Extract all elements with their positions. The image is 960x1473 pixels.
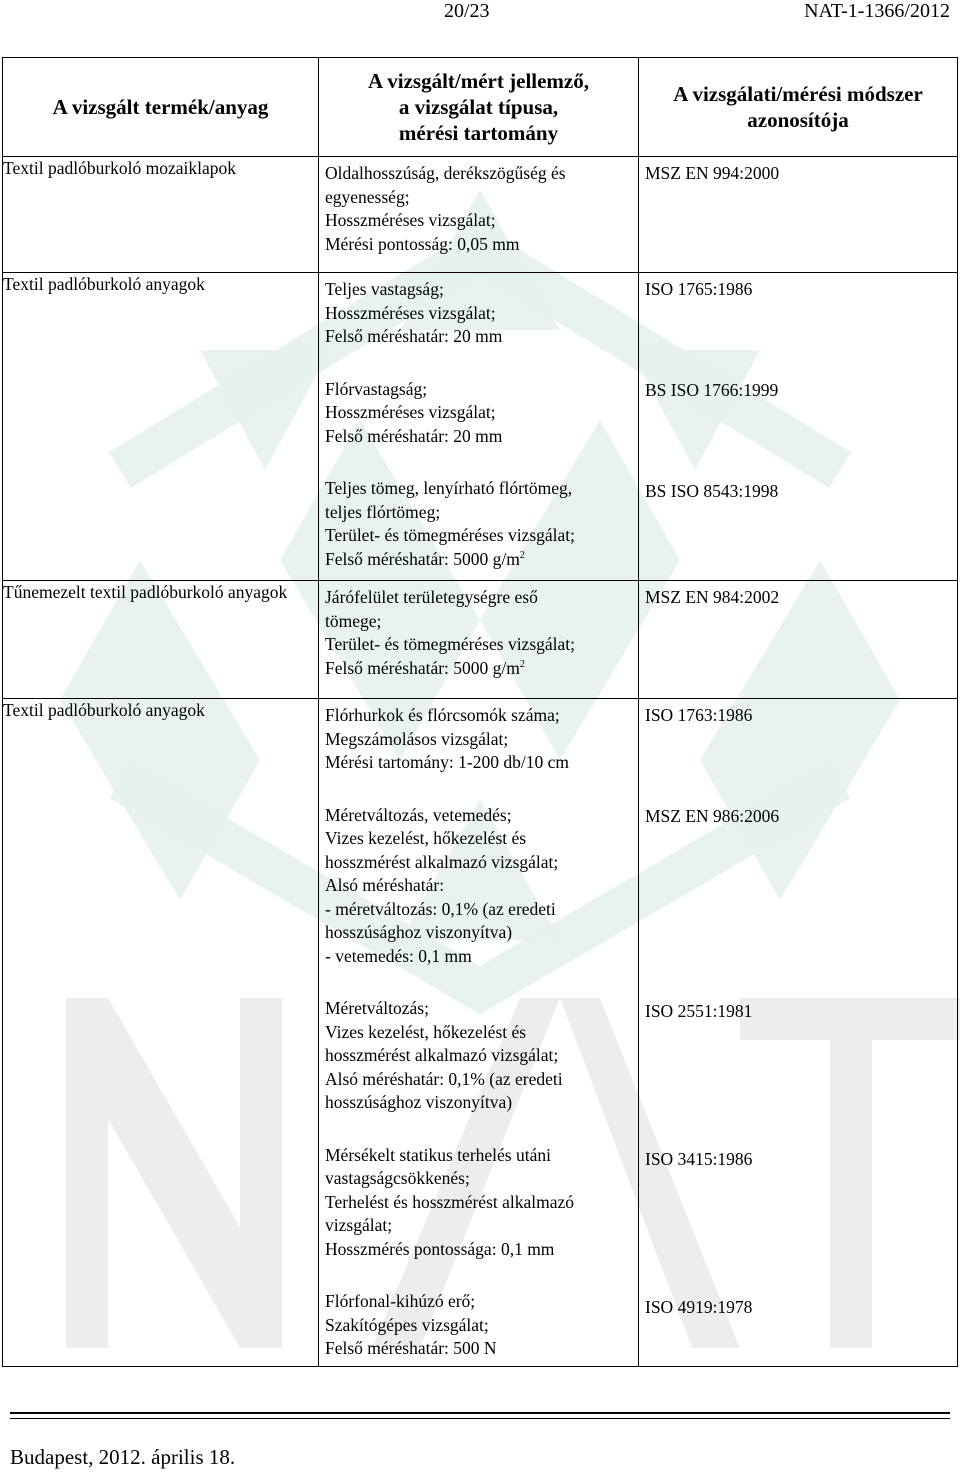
property-cell — [319, 157, 639, 273]
superscript: 2 — [519, 549, 525, 561]
method-cell — [639, 157, 958, 273]
method-code: ISO 4919:1978 — [645, 1297, 753, 1317]
product-cell: Textil padlóburkoló anyagok — [3, 273, 319, 581]
page-number: 20/23 — [444, 0, 490, 22]
test-item: Méretváltozás; Vizes kezelést, hőkezelést és hosszmérést alkalmazó vizsgálat; Alsó méréshatár: 0,1% (az eredeti hosszúsághoz viszonyítva) — [325, 998, 563, 1112]
method-code: ISO 2551:1981 — [645, 1001, 753, 1021]
method-cell — [639, 699, 958, 1367]
column-header-method: A vizsgálati/mérési módszer azonosítója — [639, 58, 958, 157]
column-header-product: A vizsgált termék/anyag — [3, 58, 319, 157]
table-row — [3, 581, 958, 699]
footer-rule-thick — [10, 1412, 950, 1414]
document-id: NAT-1-1366/2012 — [804, 0, 950, 22]
method-code: MSZ EN 994:2000 — [645, 163, 780, 183]
product-cell: Textil padlóburkoló mozaiklapok — [3, 157, 319, 273]
footer-rule-thin — [10, 1418, 950, 1419]
test-item: Teljes vastagság; Hosszméréses vizsgálat; Felső méréshatár: 20 mm — [325, 279, 503, 346]
method-cell — [639, 581, 958, 699]
method-code: BS ISO 8543:1998 — [645, 481, 779, 501]
product-cell: Textil padlóburkoló anyagok — [3, 699, 319, 1367]
test-item: Flórfonal-kihúzó erő; Szakítógépes vizsgálat; Felső méréshatár: 500 N — [325, 1291, 497, 1358]
table-row — [3, 273, 958, 581]
method-code: MSZ EN 984:2002 — [645, 587, 780, 607]
test-item: Oldalhosszúság, derékszögűség és egyenesség; Hosszméréses vizsgálat; Mérési pontosság: 0,05 mm — [325, 163, 566, 254]
column-header-property: A vizsgált/mért jellemző, a vizsgálat típusa, mérési tartomány — [319, 58, 639, 157]
superscript: 2 — [519, 658, 525, 670]
method-cell — [639, 273, 958, 581]
test-item: Flórhurkok és flórcsomók száma; Megszámolásos vizsgálat; Mérési tartomány: 1-200 db/10 cm — [325, 705, 569, 772]
accreditation-table — [2, 57, 958, 1367]
footer-place-date: Budapest, 2012. április 18. — [10, 1445, 236, 1469]
table-row — [3, 699, 958, 1367]
table-header-row — [3, 58, 958, 157]
test-item: Méretváltozás, vetemedés; Vizes kezelést, hőkezelést és hosszmérést alkalmazó vizsgálat; Alsó méréshatár: - méretváltozás: 0,1% (az eredeti hosszúsághoz viszonyítva) - vetemedés: 0,1 mm — [325, 804, 559, 966]
property-cell — [319, 699, 639, 1367]
test-item: Flórvastagság; Hosszméréses vizsgálat; Felső méréshatár: 20 mm — [325, 378, 503, 446]
product-cell: Tűnemezelt textil padlóburkoló anyagok — [3, 581, 319, 699]
property-cell — [319, 581, 639, 699]
test-item: Járófelület területegységre eső tömege; Terület- és tömegméréses vizsgálat; Felső méréshatár: 5000 $g/m^2$ — [325, 587, 575, 678]
test-item: Teljes tömeg, lenyírható flórtömeg, teljes flórtömeg; Terület- és tömegméréses vizsgálat; Felső méréshatár: 5000 $g/m^2$ — [325, 478, 575, 569]
method-code: MSZ EN 986:2006 — [645, 806, 780, 826]
property-cell — [319, 273, 639, 581]
method-code: ISO 1765:1986 — [645, 279, 753, 299]
method-code: BS ISO 1766:1999 — [645, 380, 779, 400]
test-item: Mérsékelt statikus terhelés utáni vastagságcsökkenés; Terhelést és hosszmérést alkalmazó vizsgálat; Hosszmérés pontossága: 0,1 mm — [325, 1144, 575, 1259]
method-code: ISO 1763:1986 — [645, 705, 753, 725]
method-code: ISO 3415:1986 — [645, 1149, 753, 1169]
table-row — [3, 157, 958, 273]
